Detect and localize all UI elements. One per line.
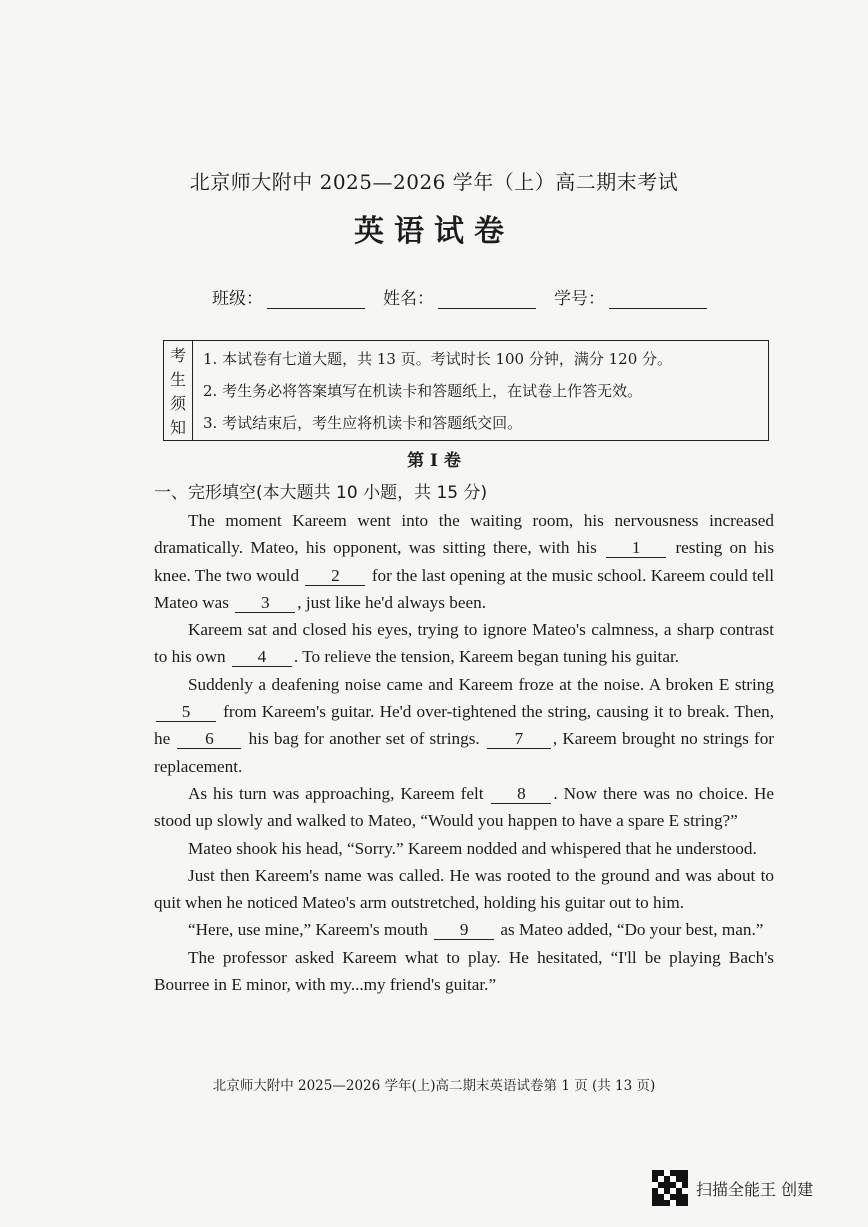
class-label: 班级： — [212, 289, 263, 309]
exam-subject-title: 英语试卷 — [354, 214, 514, 249]
notice-item: 3. 考试结束后，考生应将机读卡和答题纸交回。 — [203, 413, 523, 432]
notice-item: 2. 考生务必将答案填写在机读卡和答题纸上，在试卷上作答无效。 — [203, 381, 643, 400]
cloze-blank: 1 — [606, 539, 666, 558]
passage-text: from Kareem's guitar. He'd over-tightened the string, causing it to break. Then, he — [154, 702, 775, 749]
name-blank-line[interactable] — [438, 290, 536, 309]
notice-items — [193, 341, 768, 440]
passage-paragraph — [154, 780, 774, 835]
student-info-row — [212, 284, 707, 309]
passage-paragraph — [154, 507, 774, 616]
class-blank-line[interactable] — [267, 290, 365, 309]
passage-paragraph — [154, 616, 774, 671]
volume-label: 第 I 卷 — [407, 451, 461, 471]
section-heading: 一、完形填空(本大题共 10 小题，共 15 分) — [154, 483, 488, 503]
cloze-blank: 7 — [487, 730, 551, 749]
notice-head-char: 须 — [169, 393, 186, 413]
cloze-blank: 2 — [305, 567, 365, 586]
passage-text: , Kareem brought no strings for replacement. — [154, 729, 775, 776]
scanner-label: 扫描全能王 创建 — [696, 1179, 814, 1199]
passage-text: “Here, use mine,” Kareem's mouth — [188, 920, 428, 940]
passage-paragraph: Mateo shook his head, “Sorry.” Kareem nodded and whispered that he understood. — [188, 838, 757, 858]
passage-text: Kareem sat and closed his eyes, trying to ignore Mateo's calmness, a sharp contrast to his own — [154, 620, 774, 667]
passage-text: as Mateo added, “Do your best, man.” — [500, 920, 764, 940]
cloze-blank: 9 — [434, 921, 494, 940]
passage-paragraph — [154, 916, 774, 943]
notice-head-column — [164, 341, 193, 440]
cloze-blank: 6 — [177, 730, 241, 749]
passage-text: As his turn was approaching, Kareem felt — [188, 783, 484, 803]
passage-paragraph: Just then Kareem's name was called. He was rooted to the ground and was about to quit when he noticed Mateo's arm outstretched, holding his guitar out to him. — [154, 865, 774, 913]
notice-item: 1. 本试卷有七道大题，共 13 页。考试时长 100 分钟，满分 120 分。 — [203, 350, 673, 369]
notice-head-char: 知 — [169, 417, 186, 437]
passage-text: . Now there was no choice. He stood up slowly and walked to Mateo, “Would you happen to have a spare E string?” — [154, 783, 774, 831]
passage-paragraph — [154, 671, 774, 780]
cloze-passage — [154, 507, 774, 998]
notice-head-char: 考 — [169, 346, 186, 366]
passage-text: resting on his knee. The two would — [154, 538, 775, 585]
passage-text: for the last opening at the music school. Kareem could tell Mateo was — [154, 565, 775, 612]
scanner-watermark — [652, 1170, 813, 1206]
passage-paragraph: The professor asked Kareem what to play. He hesitated, “I'll be playing Bach's Bourree in E minor, with my...my friend's guitar.” — [154, 947, 774, 995]
notice-head-char: 生 — [169, 370, 186, 390]
class-field[interactable] — [212, 284, 365, 309]
qr-code-icon — [652, 1170, 688, 1206]
cloze-blank: 8 — [491, 785, 551, 804]
student-id-blank-line[interactable] — [609, 290, 707, 309]
passage-text: . To relieve the tension, Kareem began tuning his guitar. — [293, 647, 680, 667]
cloze-blank: 3 — [235, 594, 295, 613]
examinee-notice-box — [163, 340, 769, 441]
school-exam-title: 北京师大附中 2025—2026 学年（上）高二期末考试 — [189, 170, 679, 194]
passage-text: Suddenly a deafening noise came and Kareem froze at the noise. A broken E string — [188, 674, 774, 694]
student-id-field[interactable] — [554, 284, 707, 309]
cloze-blank: 5 — [156, 703, 216, 722]
cloze-blank: 4 — [232, 648, 292, 667]
passage-text: The moment Kareem went into the waiting room, his nervousness increased dramatically. Mateo, his opponent, was sitting there, with his — [154, 511, 774, 558]
passage-text: his bag for another set of strings. — [248, 729, 480, 749]
page-footer: 北京师大附中 2025—2026 学年(上)高二期末英语试卷第 1 页 (共 13 页) — [212, 1078, 656, 1094]
name-field[interactable] — [383, 284, 536, 309]
student-id-label: 学号： — [554, 289, 605, 309]
passage-text: , just like he'd always been. — [297, 592, 487, 612]
name-label: 姓名： — [383, 289, 434, 309]
